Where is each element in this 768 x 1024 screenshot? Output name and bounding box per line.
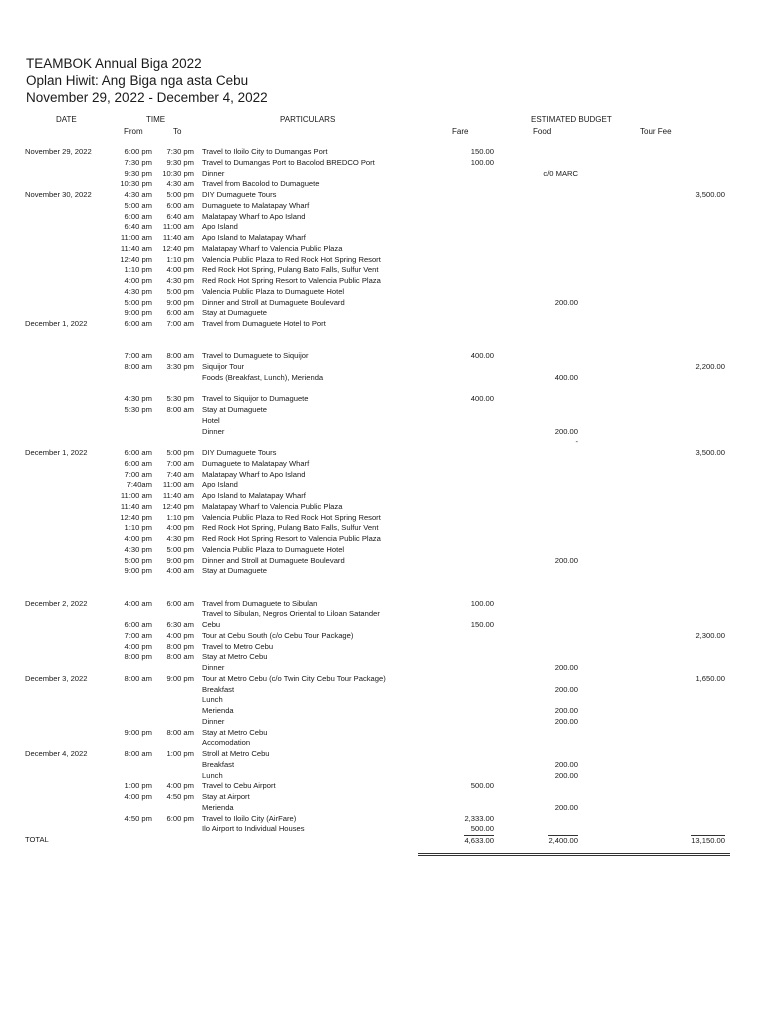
- cell-fare: 400.00: [470, 394, 494, 404]
- cell-to: 1:10 pm: [166, 254, 194, 264]
- table-row: [0, 244, 768, 255]
- cell-to: 8:00 am: [166, 727, 194, 737]
- cell-part: Dinner: [202, 168, 225, 178]
- table-row: [0, 190, 768, 201]
- cell-fare: 400.00: [470, 351, 494, 361]
- table-row: [0, 287, 768, 298]
- cell-part: Travel to Metro Cebu: [202, 641, 274, 651]
- table-row: [0, 749, 768, 760]
- cell-from: 9:00 pm: [124, 727, 152, 737]
- cell-from: 7:00 am: [124, 469, 152, 479]
- cell-to: 6:00 am: [166, 200, 194, 210]
- cell-to: 10:30 pm: [162, 168, 194, 178]
- cell-part: Travel to Iloilo City to Dumangas Port: [202, 147, 328, 156]
- header-to: To: [173, 127, 182, 136]
- cell-to: 4:30 pm: [166, 276, 194, 285]
- cell-to: 7:40 am: [166, 469, 194, 479]
- cell-from: 4:30 pm: [124, 394, 152, 404]
- cell-from: 4:50 pm: [124, 813, 152, 823]
- total-double-rule: [418, 853, 730, 856]
- cell-to: 6:00 am: [166, 598, 194, 608]
- cell-date: November 29, 2022: [25, 147, 92, 156]
- cell-part: Dinner: [202, 426, 225, 436]
- cell-from: 6:00 am: [124, 319, 152, 328]
- cell-from: 4:00 pm: [124, 276, 152, 285]
- cell-from: 11:00 am: [120, 233, 152, 242]
- table-row: [0, 642, 768, 653]
- cell-date: December 3, 2022: [25, 673, 88, 683]
- cell-to: 1:00 pm: [166, 749, 194, 758]
- cell-to: 3:30 pm: [166, 362, 194, 371]
- cell-part: Travel from Dumaguete to Sibulan: [202, 598, 318, 608]
- total-row: [0, 835, 768, 846]
- cell-part: Malatapay Wharf to Valencia Public Plaza: [202, 243, 343, 253]
- table-row: [0, 566, 768, 577]
- table-row: [0, 448, 768, 459]
- cell-part: Stroll at Metro Cebu: [202, 749, 270, 758]
- cell-to: 1:10 pm: [166, 512, 194, 522]
- cell-from: 12:40 pm: [120, 254, 152, 264]
- table-row: [0, 695, 768, 706]
- cell-date: December 2, 2022: [25, 598, 88, 608]
- table-row: [0, 609, 768, 620]
- header-fare: Fare: [452, 127, 469, 136]
- cell-to: 7:00 am: [166, 458, 194, 468]
- cell-fare: 150.00: [470, 620, 494, 629]
- table-row: [0, 158, 768, 169]
- table-row: [0, 631, 768, 642]
- cell-part: Malatapay Wharf to Valencia Public Plaza: [202, 501, 343, 511]
- table-row: [0, 513, 768, 524]
- cell-from: 5:30 pm: [124, 405, 152, 414]
- cell-food: 200.00: [554, 426, 578, 436]
- cell-to: 9:30 pm: [166, 157, 194, 167]
- cell-tour: 1,650.00: [695, 673, 725, 683]
- cell-from: 9:00 pm: [124, 308, 152, 318]
- cell-part: Valencia Public Plaza to Red Rock Hot Spring Resort: [202, 254, 381, 264]
- cell-to: 9:00 pm: [166, 555, 194, 565]
- cell-from: 6:00 am: [124, 448, 152, 457]
- table-row: [0, 599, 768, 610]
- cell-to: 8:00 am: [166, 652, 194, 662]
- cell-from: 11:00 am: [120, 491, 152, 500]
- table-row: [0, 577, 768, 588]
- cell-from: 1:10 pm: [124, 523, 152, 533]
- cell-date: December 4, 2022: [25, 749, 88, 758]
- cell-from: 5:00 pm: [124, 297, 152, 307]
- cell-from: 6:00 am: [124, 458, 152, 468]
- cell-food: 200.00: [554, 663, 578, 672]
- cell-to: 11:40 am: [162, 491, 194, 500]
- cell-part: Stay at Dumaguete: [202, 308, 268, 318]
- cell-from: 10:30 pm: [120, 179, 152, 189]
- table-row: [0, 502, 768, 513]
- cell-to: 6:40 am: [166, 211, 194, 221]
- cell-food: 200.00: [554, 770, 578, 780]
- table-row: [0, 298, 768, 309]
- table-row: [0, 652, 768, 663]
- cell-to: 8:00 am: [166, 351, 194, 361]
- cell-to: 4:00 pm: [166, 523, 194, 533]
- table-row: [0, 319, 768, 330]
- cell-part: Travel from Bacolod to Dumaguete: [202, 179, 320, 189]
- cell-to: 11:00 am: [162, 222, 194, 232]
- cell-tour: 3,500.00: [695, 190, 725, 199]
- cell-to: 4:30 am: [166, 179, 194, 189]
- table-row: [0, 824, 768, 835]
- cell-part: Accomodation: [202, 738, 251, 748]
- header-from: From: [124, 127, 143, 136]
- table-row: [0, 222, 768, 233]
- cell-date: December 1, 2022: [25, 448, 88, 457]
- cell-to: 8:00 pm: [166, 641, 194, 651]
- cell-from: 6:00 pm: [124, 147, 152, 156]
- cell-fare: 100.00: [470, 157, 494, 167]
- header-date: DATE: [56, 115, 77, 124]
- cell-from: 8:00 am: [124, 749, 152, 758]
- cell-to: 9:00 pm: [166, 297, 194, 307]
- cell-to: 8:00 am: [166, 405, 194, 414]
- cell-part: Stay at Dumaguete: [202, 405, 268, 414]
- table-row: [0, 588, 768, 599]
- cell-part: Stay at Airport: [202, 792, 250, 801]
- table-row: [0, 792, 768, 803]
- cell-date: December 1, 2022: [25, 319, 88, 328]
- table-row: [0, 265, 768, 276]
- table-row: [0, 523, 768, 534]
- table-row: [0, 803, 768, 814]
- cell-to: 7:00 am: [166, 319, 194, 328]
- cell-to: 5:00 pm: [166, 448, 194, 457]
- table-row: [0, 717, 768, 728]
- cell-part: Merienda: [202, 706, 234, 715]
- cell-from: 4:30 am: [124, 190, 152, 199]
- cell-food: 200.00: [554, 555, 578, 565]
- cell-tour: 2,300.00: [695, 630, 725, 640]
- table-row: [0, 545, 768, 556]
- total-label: TOTAL: [25, 835, 49, 844]
- table-row: [0, 384, 768, 395]
- table-row: [0, 416, 768, 427]
- table-row: [0, 620, 768, 631]
- table-row: [0, 771, 768, 782]
- table-row: [0, 491, 768, 502]
- cell-from: 5:00 pm: [124, 555, 152, 565]
- cell-part: Red Rock Hot Spring Resort to Valencia Public Plaza: [202, 276, 381, 285]
- cell-from: 4:30 pm: [124, 286, 152, 296]
- cell-part: Valencia Public Plaza to Dumaguete Hotel: [202, 286, 345, 296]
- table-row: [0, 728, 768, 739]
- table-row: [0, 373, 768, 384]
- cell-part: Valencia Public Plaza to Dumaguete Hotel: [202, 544, 345, 554]
- cell-to: 4:00 am: [166, 566, 194, 576]
- itinerary-table: [0, 147, 768, 846]
- cell-part: Hotel: [202, 415, 220, 425]
- cell-to: 6:00 am: [166, 308, 194, 318]
- table-row: [0, 394, 768, 405]
- table-row: [0, 201, 768, 212]
- cell-to: 11:00 am: [162, 480, 194, 490]
- cell-part: Dumaguete to Malatapay Wharf: [202, 458, 310, 468]
- cell-food: 200.00: [554, 684, 578, 694]
- cell-part: Dinner and Stroll at Dumaguete Boulevard: [202, 555, 345, 565]
- cell-part: Breakfast: [202, 759, 235, 769]
- cell-part: DIY Dumaguete Tours: [202, 448, 277, 457]
- document-date-range: November 29, 2022 - December 4, 2022: [26, 90, 268, 105]
- cell-to: 12:40 pm: [162, 243, 194, 253]
- cell-from: 7:00 am: [124, 630, 152, 640]
- cell-from: 8:00 am: [124, 673, 152, 683]
- header-tour-fee: Tour Fee: [640, 127, 672, 136]
- table-row: [0, 233, 768, 244]
- cell-part: Stay at Metro Cebu: [202, 652, 268, 662]
- table-row: [0, 405, 768, 416]
- cell-part: Dumaguete to Malatapay Wharf: [202, 200, 310, 210]
- cell-part: Apo Island to Malatapay Wharf: [202, 233, 306, 242]
- cell-part: Apo Island: [202, 222, 238, 232]
- table-row: [0, 212, 768, 223]
- cell-from: 6:40 am: [124, 222, 152, 232]
- table-row: [0, 685, 768, 696]
- cell-part: Red Rock Hot Spring, Pulang Bato Falls, Sulfur Vent: [202, 523, 379, 533]
- cell-fare: 150.00: [470, 147, 494, 156]
- cell-part: Lunch: [202, 770, 223, 780]
- cell-from: 7:00 am: [124, 351, 152, 361]
- cell-part: Merienda: [202, 802, 234, 812]
- cell-food: 200.00: [554, 759, 578, 769]
- cell-to: 5:00 pm: [166, 286, 194, 296]
- cell-part: Red Rock Hot Spring, Pulang Bato Falls, Sulfur Vent: [202, 265, 379, 275]
- cell-part: Tour at Cebu South (c/o Cebu Tour Package): [202, 630, 354, 640]
- cell-fare: 500.00: [470, 824, 494, 834]
- cell-from: 4:00 am: [124, 598, 152, 608]
- table-row: [0, 781, 768, 792]
- cell-from: 7:40am: [126, 480, 152, 490]
- table-row: [0, 706, 768, 717]
- cell-from: 6:00 am: [124, 620, 152, 629]
- cell-to: 5:30 pm: [166, 394, 194, 404]
- cell-part: Travel to Iloilo City (AirFare): [202, 813, 297, 823]
- cell-tour: 3,500.00: [695, 448, 725, 457]
- header-particulars: PARTICULARS: [280, 115, 336, 124]
- cell-part: Dinner: [202, 716, 225, 726]
- cell-part: Red Rock Hot Spring Resort to Valencia Public Plaza: [202, 534, 381, 543]
- cell-from: 8:00 am: [124, 362, 152, 371]
- cell-part: Cebu: [202, 620, 221, 629]
- cell-part: Stay at Metro Cebu: [202, 727, 268, 737]
- table-row: [0, 276, 768, 287]
- table-row: [0, 738, 768, 749]
- cell-part: DIY Dumaguete Tours: [202, 190, 277, 199]
- cell-part: Travel to Cebu Airport: [202, 781, 276, 791]
- cell-from: 1:00 pm: [124, 781, 152, 791]
- cell-to: 4:50 pm: [166, 792, 194, 801]
- cell-food: 200.00: [554, 716, 578, 726]
- cell-to: 6:30 am: [166, 620, 194, 629]
- cell-part: Apo Island to Malatapay Wharf: [202, 491, 306, 500]
- cell-part: Travel to Dumangas Port to Bacolod BREDCO Port: [202, 157, 375, 167]
- cell-from: 9:00 pm: [124, 566, 152, 576]
- table-row: [0, 480, 768, 491]
- cell-part: Travel to Sibulan, Negros Oriental to Liloan Satander: [202, 609, 380, 619]
- cell-food: 200.00: [554, 706, 578, 715]
- cell-food: 200.00: [554, 297, 578, 307]
- total-tour: 13,150.00: [691, 836, 725, 845]
- table-row: [0, 663, 768, 674]
- table-row: [0, 427, 768, 438]
- cell-to: 12:40 pm: [162, 501, 194, 511]
- document-title: TEAMBOK Annual Biga 2022: [26, 56, 202, 71]
- cell-to: 6:00 pm: [166, 813, 194, 823]
- cell-fare: 100.00: [470, 598, 494, 608]
- table-row: [0, 179, 768, 190]
- header-time: TIME: [146, 115, 166, 124]
- header-food: Food: [533, 127, 552, 136]
- cell-food: 400.00: [554, 372, 578, 382]
- cell-food: 200.00: [554, 802, 578, 812]
- cell-part: Travel from Dumaguete Hotel to Port: [202, 319, 326, 328]
- cell-from: 5:00 am: [124, 200, 152, 210]
- cell-part: Tour at Metro Cebu (c/o Twin City Cebu Tour Package): [202, 673, 386, 683]
- table-row: [0, 556, 768, 567]
- table-row: [0, 308, 768, 319]
- header-estimated-budget: ESTIMATED BUDGET: [531, 115, 612, 124]
- table-row: [0, 169, 768, 180]
- total-food: 2,400.00: [548, 836, 578, 845]
- table-row: [0, 437, 768, 448]
- cell-food: c/0 MARC: [543, 168, 578, 178]
- cell-from: 11:40 am: [120, 243, 152, 253]
- cell-part: Travel to Dumaguete to Siquijor: [202, 351, 309, 361]
- cell-part: Travel to Siquijor to Dumaguete: [202, 394, 309, 404]
- table-row: [0, 362, 768, 373]
- table-row: [0, 534, 768, 545]
- total-fare: 4,633.00: [464, 836, 494, 845]
- cell-part: Lunch: [202, 695, 223, 705]
- table-row: [0, 341, 768, 352]
- cell-from: 9:30 pm: [124, 168, 152, 178]
- cell-part: Malatapay Wharf to Apo Island: [202, 469, 306, 479]
- cell-from: 11:40 am: [120, 501, 152, 511]
- cell-fare: 500.00: [470, 781, 494, 791]
- table-row: [0, 814, 768, 825]
- cell-part: Foods (Breakfast, Lunch), Merienda: [202, 372, 324, 382]
- cell-part: Breakfast: [202, 684, 235, 694]
- cell-to: 4:00 pm: [166, 265, 194, 275]
- cell-to: 4:30 pm: [166, 534, 194, 543]
- cell-part: Stay at Dumaguete: [202, 566, 268, 576]
- cell-from: 4:30 pm: [124, 544, 152, 554]
- cell-from: 6:00 am: [124, 211, 152, 221]
- cell-part: Siquijor Tour: [202, 362, 245, 371]
- cell-tour: 2,200.00: [695, 362, 725, 371]
- cell-from: 1:10 pm: [124, 265, 152, 275]
- cell-to: 4:00 pm: [166, 781, 194, 791]
- cell-part: Ilo Airport to Individual Houses: [202, 824, 305, 834]
- cell-to: 5:00 pm: [166, 190, 194, 199]
- document-title-block: [26, 55, 268, 106]
- table-row: [0, 147, 768, 158]
- cell-part: Dinner: [202, 663, 225, 672]
- cell-from: 12:40 pm: [120, 512, 152, 522]
- cell-to: 7:30 pm: [166, 147, 194, 156]
- cell-to: 5:00 pm: [166, 544, 194, 554]
- cell-part: Apo Island: [202, 480, 238, 490]
- table-row: [0, 255, 768, 266]
- table-row: [0, 760, 768, 771]
- cell-from: 8:00 pm: [124, 652, 152, 662]
- cell-to: 11:40 am: [162, 233, 194, 242]
- cell-part: Dinner and Stroll at Dumaguete Boulevard: [202, 297, 345, 307]
- table-row: [0, 351, 768, 362]
- table-row: [0, 459, 768, 470]
- cell-date: November 30, 2022: [25, 190, 92, 199]
- cell-from: 4:00 pm: [124, 792, 152, 801]
- cell-from: 4:00 pm: [124, 534, 152, 543]
- cell-part: Valencia Public Plaza to Red Rock Hot Spring Resort: [202, 512, 381, 522]
- cell-to: 9:00 pm: [166, 673, 194, 683]
- cell-to: 4:00 pm: [166, 630, 194, 640]
- table-row: [0, 674, 768, 685]
- cell-part: Malatapay Wharf to Apo Island: [202, 211, 306, 221]
- document-subtitle: Oplan Hiwit: Ang Biga nga asta Cebu: [26, 73, 249, 88]
- cell-food: -: [575, 437, 578, 447]
- cell-from: 4:00 pm: [124, 641, 152, 651]
- cell-fare: 2,333.00: [464, 813, 494, 823]
- cell-from: 7:30 pm: [124, 157, 152, 167]
- table-row: [0, 330, 768, 341]
- table-row: [0, 470, 768, 481]
